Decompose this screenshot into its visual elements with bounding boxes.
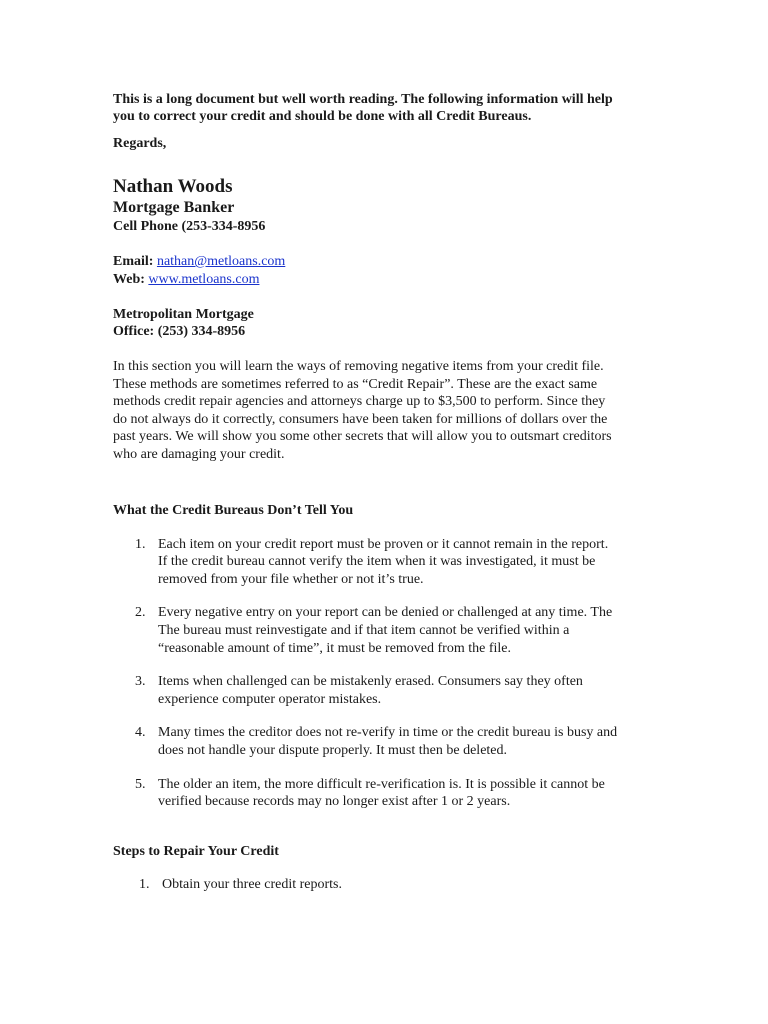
list-item xyxy=(113,724,673,759)
list-number: 5. xyxy=(135,776,146,792)
section-intro-line: do not always do it correctly, consumers have been taken for millions of dollars over the xyxy=(113,411,608,427)
list-line: “reasonable amount of time”, it must be removed from the file. xyxy=(158,640,511,656)
list-line: The older an item, the more difficult re-verification is. It is possible it cannot be xyxy=(158,776,605,792)
list-number: 4. xyxy=(135,725,146,741)
signer-name: Nathan Woods xyxy=(113,176,233,197)
list-number: 3. xyxy=(135,674,146,690)
regards-text: Regards, xyxy=(113,136,167,151)
list-line: does not handle your dispute properly. It must then be deleted. xyxy=(158,742,508,758)
list-line: Obtain your three credit reports. xyxy=(162,876,342,892)
list-item xyxy=(113,876,673,894)
cell-phone: Cell Phone (253-334-8956 xyxy=(113,219,266,234)
list-item xyxy=(113,604,673,657)
email-label: Email: xyxy=(113,254,154,269)
list-line: Every negative entry on your report can be denied or challenged at any time. The xyxy=(158,605,613,621)
bureaus-heading: What the Credit Bureaus Don’t Tell You xyxy=(113,502,354,518)
list-line: removed from your file whether or not it’s true. xyxy=(158,571,424,587)
web-link[interactable]: www.metloans.com xyxy=(148,272,260,287)
web-label: Web: xyxy=(113,272,145,287)
company-block xyxy=(113,306,673,340)
list-number: 1. xyxy=(135,536,146,552)
list-item xyxy=(113,673,673,708)
intro-paragraph xyxy=(113,91,673,125)
list-item xyxy=(113,536,673,589)
section-intro-line: In this section you will learn the ways of removing negative items from your credit file. xyxy=(113,359,604,374)
list-line: Each item on your credit report must be proven or it cannot remain in the report. xyxy=(158,536,609,552)
intro-line-2: you to correct your credit and should be done with all Credit Bureaus. xyxy=(113,109,532,124)
section-intro-line: These methods are sometimes referred to as “Credit Repair”. These are the exact same xyxy=(113,376,598,392)
contact-block xyxy=(113,253,673,289)
list-line: verified because records may no longer exist after 1 or 2 years. xyxy=(158,794,511,810)
list-number: 2. xyxy=(135,605,146,621)
steps-heading: Steps to Repair Your Credit xyxy=(113,843,279,859)
section-intro-paragraph xyxy=(113,358,673,464)
list-item xyxy=(113,776,673,811)
web-line xyxy=(113,271,673,289)
email-line xyxy=(113,253,673,271)
section-intro-line: methods credit repair agencies and attorneys charge up to $3,500 to perform. Since they xyxy=(113,394,606,410)
steps-list xyxy=(113,876,673,894)
list-line: Many times the creditor does not re-verify in time or the credit bureau is busy and xyxy=(158,725,618,741)
list-line: If the credit bureau cannot verify the item when it was investigated, it must be xyxy=(158,554,596,570)
section-intro-line: past years. We will show you some other secrets that will allow you to outsmart creditors xyxy=(113,429,612,445)
document-page xyxy=(113,91,673,893)
list-line: experience computer operator mistakes. xyxy=(158,691,382,707)
section-intro-line: who are damaging your credit. xyxy=(113,446,285,462)
email-link[interactable]: nathan@metloans.com xyxy=(156,254,286,269)
list-line: Items when challenged can be mistakenly erased. Consumers say they often xyxy=(158,674,583,690)
intro-line-1: This is a long document but well worth reading. The following information will help xyxy=(113,92,613,107)
office-phone: Office: (253) 334-8956 xyxy=(113,324,246,339)
list-number: 1. xyxy=(139,876,150,892)
list-line: The bureau must reinvestigate and if that item cannot be verified within a xyxy=(158,622,570,638)
signer-title: Mortgage Banker xyxy=(113,199,235,216)
bureaus-list xyxy=(113,536,673,811)
company-name: Metropolitan Mortgage xyxy=(113,307,254,322)
